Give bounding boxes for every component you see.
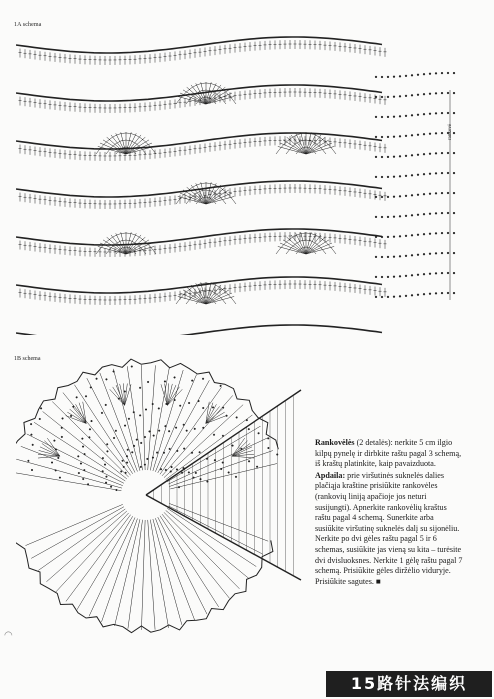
instructions-finishing: Apdaila: prie viršutinės suknelės dalies plačiąja kraštine prisiūkite rankovėles (rankovių liniją apačioje jos neturi susijungti). Apnerkite rankovėlių kraštus raštu pagal 4 schemą. Sunerkite arba susiūkite viršutinę suknelės dalį su sijonėliu. Nerkite po dvi gėles raštu pagal 5 ir 6 schemas, susiūkite jas vieną su kita – turėsite dvi dvisluoksnes. Nerkite 1 gėlę raštu pagal 7 schemą. Prisiūkite gėles diržėlio viduryje. Prisiūkite sagutes. ■ (315, 470, 463, 586)
diagram-a-side-label: rankovė (448, 123, 453, 140)
crochet-diagram-1b (16, 330, 306, 645)
page-corner-mark: ◠ (4, 630, 13, 641)
site-watermark-logo: 15路针法编织 (326, 671, 492, 697)
diagram-b-label: 1B schema (14, 356, 41, 362)
diagram-a-label: 1A schema (14, 22, 42, 28)
instructions-sleeves: Rankovėlės (2 detalės): nerkite 5 cm ilgio kilpų pynelę ir dirbkite raštu pagal 3 schemą, iš kraštų platinkite, kaip pavaizduota. (315, 438, 462, 469)
instructions-text (315, 438, 463, 588)
crochet-diagram-1a (16, 30, 456, 335)
